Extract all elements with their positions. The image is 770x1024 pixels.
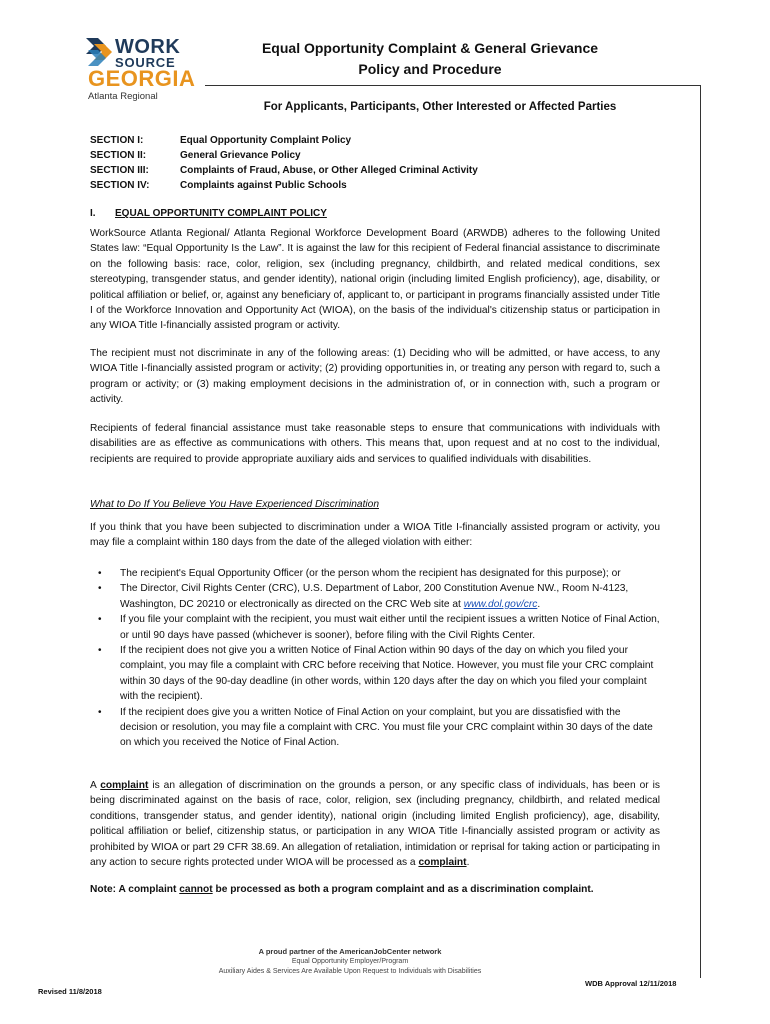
complaint-term: complaint	[100, 780, 149, 791]
page-border-right	[700, 85, 701, 978]
bullet-icon: •	[98, 645, 102, 657]
paragraph-filing-complaint: If you think that you have been subjected to discrimination under a WIOA Title I-financially assisted program or activity, you may file a complaint within 180 days from the date of the alleged violation with either:	[90, 522, 660, 549]
footer	[150, 947, 550, 977]
list-item	[90, 612, 660, 643]
footer-eo-line: Equal Opportunity Employer/Program	[291, 958, 409, 965]
revised-date: Revised 11/8/2018	[38, 987, 102, 996]
toc-section-label: Equal Opportunity Complaint Policy	[180, 135, 352, 146]
logo-work-text: WORK	[115, 36, 181, 58]
list-item	[90, 705, 660, 751]
section-index	[90, 133, 478, 193]
paragraph-disability-communications: Recipients of federal financial assistance must take reasonable steps to ensure that communications with individuals with disabilities are as effective as communications with others. This means that, upon request and at no cost to the individual, recipients are required to provide appropriate auxiliary aids and services to qualified individuals with disabilities.	[90, 423, 660, 465]
approval-date: WDB Approval 12/11/2018	[585, 979, 677, 988]
section-heading-text: EQUAL OPPORTUNITY COMPLAINT POLICY	[115, 208, 327, 219]
logo-regional-text: Atlanta Regional	[88, 91, 158, 102]
toc-section-number: SECTION III:	[90, 165, 149, 176]
title-line-1: Equal Opportunity Complaint & General Grievance	[261, 40, 599, 56]
list-item-text: If the recipient does not give you a written Notice of Final Action within 90 days of the day on which you filed your complaint, you may file a complaint with CRC before receiving that Notice. However, you must file your CRC complaint within 30 days of the 90-day deadline (in other words, within 120 days after the day on which you filed your complaint with the recipient).	[120, 645, 654, 703]
list-item	[90, 643, 660, 705]
toc-section-number: SECTION II:	[90, 150, 147, 161]
worksource-georgia-logo	[86, 38, 206, 104]
complaint-options-list	[90, 566, 660, 751]
footer-aids-line: Auxiliary Aides & Services Are Available Upon Request to Individuals with Disabilities	[218, 968, 482, 975]
title-line-2: Policy and Procedure	[358, 61, 502, 77]
complaint-term-2: complaint	[418, 857, 467, 869]
section-heading	[90, 208, 327, 219]
list-item-text	[120, 581, 660, 612]
list-item	[90, 581, 660, 612]
list-item-text-post: .	[537, 598, 541, 610]
note	[90, 884, 594, 895]
paragraph-law-statement: WorkSource Atlanta Regional/ Atlanta Regional Workforce Development Board (ARWDB) adheres to the following United States law: “Equal Opportunity Is the Law”. It is against the law for this recipient of Federal financial assistance to discriminate on the following basis: race, color, religion, sex (including pregnancy, childbirth, and related medical conditions, sex stereotyping, transgender status, and gender identity), national origin (including limited English proficiency), age, disability, or political affiliation or belief, or, against any beneficiary of, applicant to, or participant in programs financially assisted under Title I of the Workforce Innovation and Opportunity Act (WIOA), on the basis of the individual's citizenship status or participation in any WIOA Title I-financially assisted program or activity.	[90, 228, 660, 332]
note-post: be processed as both a program complaint and as a discrimination complaint.	[212, 884, 594, 895]
logo-georgia-text: GEORGIA	[88, 66, 196, 91]
crc-website-link[interactable]: www.dol.gov/crc	[463, 598, 538, 610]
toc-section-label: Complaints against Public Schools	[180, 180, 347, 191]
bullet-icon: •	[98, 568, 102, 579]
document-subtitle: For Applicants, Participants, Other Interested or Affected Parties	[263, 101, 617, 113]
toc-row	[90, 178, 478, 193]
toc-section-label: Complaints of Fraud, Abuse, or Other Alleged Criminal Activity	[180, 165, 478, 176]
definition-pre: A	[90, 780, 101, 791]
note-pre: Note: A complaint	[90, 884, 180, 895]
document-title	[220, 38, 640, 80]
bullet-icon: •	[98, 583, 102, 595]
subheading-what-to-do	[90, 497, 660, 512]
list-item-text: The recipient's Equal Opportunity Officer (or the person whom the recipient has designated for this purpose); or	[120, 568, 621, 579]
toc-row	[90, 163, 478, 178]
list-item	[90, 566, 660, 581]
bullet-icon: •	[98, 614, 102, 626]
section-roman-numeral: I.	[90, 208, 96, 219]
paragraph-complaint-definition	[90, 778, 660, 870]
list-item-text: If you file your complaint with the recipient, you must wait either until the recipient issues a written Notice of Final Action, or until 90 days have passed (whichever is sooner), before filing with the Civil Rights Center.	[120, 614, 660, 641]
note-cannot: cannot	[179, 884, 213, 895]
list-item-text-pre: The Director, Civil Rights Center (CRC), U.S. Department of Labor, 200 Constitution Avenue NW., Room N-4123, Washington, DC 20210 or electronically as directed on the CRC Web site at	[120, 583, 629, 610]
page-border-top	[205, 85, 701, 86]
logo-chevron-icon	[86, 38, 116, 66]
footer-partner-line: A proud partner of the AmericanJobCenter network	[258, 947, 442, 956]
definition-end: .	[466, 857, 470, 869]
toc-section-label: General Grievance Policy	[180, 150, 301, 161]
toc-section-number: SECTION I:	[90, 135, 144, 146]
toc-row	[90, 148, 478, 163]
list-item-text: If the recipient does give you a written Notice of Final Action on your complaint, but you are dissatisfied with the decision or resolution, you may file a complaint with CRC. You must file your CRC complaint within 30 days of the date on which you received the Notice of Final Action.	[120, 706, 653, 749]
toc-row	[90, 133, 478, 148]
subheading-text: What to Do If You Believe You Have Experienced Discrimination	[90, 499, 379, 510]
toc-section-number: SECTION IV:	[90, 180, 150, 191]
logo-source-text: SOURCE	[115, 55, 176, 70]
paragraph-nondiscrimination-areas: The recipient must not discriminate in any of the following areas: (1) Deciding who will be admitted, or have access, to any WIOA Title I-financially assisted program or activity; (2) providing opportunities in, or treating any person with regard to, such a program or activity; or (3) making employment decisions in the administration of, or in connection with, such a program or activity.	[90, 348, 660, 406]
definition-body: is an allegation of discrimination on the grounds a person, or any specific class of individuals, has been or is being discriminated against on the basis of race, color, religion, sex (including pregnancy, childbirth, and related medical conditions, transgender status, and gender identity), national origin (including limited English proficiency), age, disability, political affiliation or belief, citizenship status, or participation in any WIOA Title I-financially assisted program or activity as prohibited by WIOA or part 29 CFR 38.69. An allegation of retaliation, intimidation or reprisal for taking action or participating in any action to secure rights protected under WIOA will be processed as a	[90, 780, 660, 869]
bullet-icon: •	[98, 706, 102, 718]
